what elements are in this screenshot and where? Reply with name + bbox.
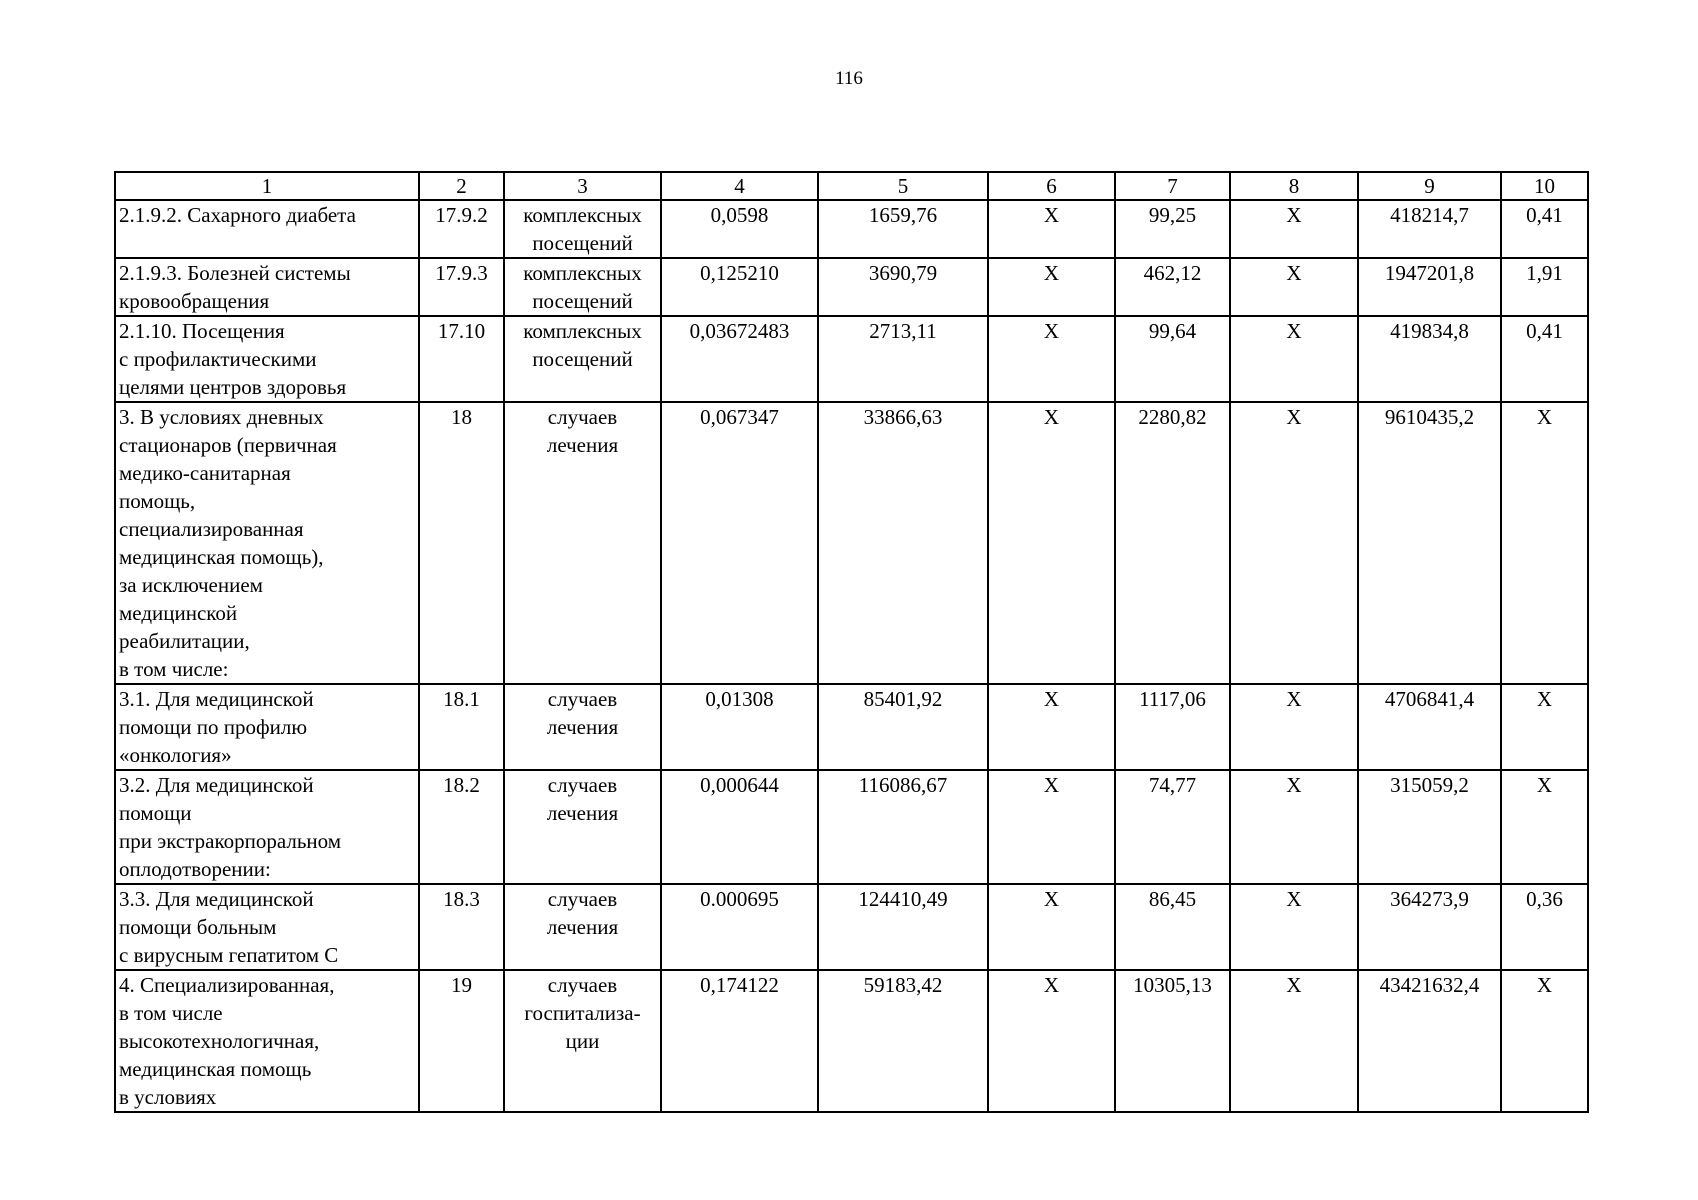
table-cell: X bbox=[988, 884, 1115, 970]
table-cell: случаев лечения bbox=[504, 770, 661, 884]
table-cell: 2.1.10. Посещения с профилактическими целями центров здоровья bbox=[115, 316, 419, 402]
table-cell: X bbox=[988, 770, 1115, 884]
table-row bbox=[115, 316, 1588, 402]
table-cell: случаев госпитализа- ции bbox=[504, 970, 661, 1112]
table-cell: случаев лечения bbox=[504, 402, 661, 684]
table-cell: 0,36 bbox=[1501, 884, 1588, 970]
table-cell: 17.9.2 bbox=[419, 200, 504, 258]
table-cell: X bbox=[1230, 884, 1358, 970]
table-cell: 3690,79 bbox=[818, 258, 988, 316]
table-cell: 74,77 bbox=[1115, 770, 1230, 884]
column-header: 2 bbox=[419, 172, 504, 200]
table-cell: 85401,92 bbox=[818, 684, 988, 770]
table-cell: 0,41 bbox=[1501, 200, 1588, 258]
column-header: 6 bbox=[988, 172, 1115, 200]
table-cell: комплексных посещений bbox=[504, 258, 661, 316]
table-cell: 2713,11 bbox=[818, 316, 988, 402]
table-cell: X bbox=[1230, 258, 1358, 316]
table-cell: 418214,7 bbox=[1358, 200, 1501, 258]
table-cell: 0,125210 bbox=[661, 258, 818, 316]
table-cell: 462,12 bbox=[1115, 258, 1230, 316]
table-cell: 1947201,8 bbox=[1358, 258, 1501, 316]
table-cell: 1,91 bbox=[1501, 258, 1588, 316]
table-cell: X bbox=[1230, 200, 1358, 258]
table-cell: 3.1. Для медицинской помощи по профилю «онкология» bbox=[115, 684, 419, 770]
table-cell: 18.1 bbox=[419, 684, 504, 770]
table-cell: 0,174122 bbox=[661, 970, 818, 1112]
table-row bbox=[115, 684, 1588, 770]
table-cell: 2.1.9.2. Сахарного диабета bbox=[115, 200, 419, 258]
table-cell: 0,03672483 bbox=[661, 316, 818, 402]
table-cell: 0,41 bbox=[1501, 316, 1588, 402]
table-cell: X bbox=[1230, 402, 1358, 684]
table-cell: 99,25 bbox=[1115, 200, 1230, 258]
table-cell: 4706841,4 bbox=[1358, 684, 1501, 770]
table-cell: X bbox=[988, 316, 1115, 402]
table-cell: 0,000644 bbox=[661, 770, 818, 884]
table-cell: 10305,13 bbox=[1115, 970, 1230, 1112]
table-cell: X bbox=[988, 200, 1115, 258]
column-header: 3 bbox=[504, 172, 661, 200]
column-header: 1 bbox=[115, 172, 419, 200]
table-cell: 9610435,2 bbox=[1358, 402, 1501, 684]
table-row bbox=[115, 258, 1588, 316]
table-cell: X bbox=[988, 402, 1115, 684]
table-cell: 18 bbox=[419, 402, 504, 684]
page-number: 116 bbox=[835, 68, 863, 89]
data-table bbox=[114, 171, 1589, 1113]
table-cell: 86,45 bbox=[1115, 884, 1230, 970]
table-cell: X bbox=[988, 970, 1115, 1112]
table-cell: комплексных посещений bbox=[504, 200, 661, 258]
table-cell: 3.3. Для медицинской помощи больным с вирусным гепатитом С bbox=[115, 884, 419, 970]
column-header: 10 bbox=[1501, 172, 1588, 200]
table-row bbox=[115, 970, 1588, 1112]
table-cell: комплексных посещений bbox=[504, 316, 661, 402]
table-cell: 364273,9 bbox=[1358, 884, 1501, 970]
table-cell: 2.1.9.3. Болезней системы кровообращения bbox=[115, 258, 419, 316]
table-row bbox=[115, 402, 1588, 684]
table-cell: 419834,8 bbox=[1358, 316, 1501, 402]
table-cell: X bbox=[1230, 316, 1358, 402]
column-header: 4 bbox=[661, 172, 818, 200]
table-cell: 0.000695 bbox=[661, 884, 818, 970]
table-cell: случаев лечения bbox=[504, 884, 661, 970]
table-cell: 2280,82 bbox=[1115, 402, 1230, 684]
table-row bbox=[115, 770, 1588, 884]
table-cell: 0,0598 bbox=[661, 200, 818, 258]
table-cell: X bbox=[1230, 684, 1358, 770]
table-cell: 116086,67 bbox=[818, 770, 988, 884]
table-cell: 99,64 bbox=[1115, 316, 1230, 402]
table-cell: 315059,2 bbox=[1358, 770, 1501, 884]
header-row bbox=[115, 172, 1588, 200]
table-cell: случаев лечения bbox=[504, 684, 661, 770]
table-cell: 18.3 bbox=[419, 884, 504, 970]
table-cell: 1117,06 bbox=[1115, 684, 1230, 770]
table-cell: 18.2 bbox=[419, 770, 504, 884]
table-cell: 4. Специализированная, в том числе высокотехнологичная, медицинская помощь в условиях bbox=[115, 970, 419, 1112]
table-cell: 17.10 bbox=[419, 316, 504, 402]
table-cell: X bbox=[1501, 402, 1588, 684]
column-header: 9 bbox=[1358, 172, 1501, 200]
table-cell: 43421632,4 bbox=[1358, 970, 1501, 1112]
table-cell: 59183,42 bbox=[818, 970, 988, 1112]
column-header: 8 bbox=[1230, 172, 1358, 200]
table-cell: 17.9.3 bbox=[419, 258, 504, 316]
table-cell: X bbox=[1230, 970, 1358, 1112]
table-cell: X bbox=[988, 258, 1115, 316]
table-cell: X bbox=[1230, 770, 1358, 884]
table-cell: 33866,63 bbox=[818, 402, 988, 684]
table-cell: 0,01308 bbox=[661, 684, 818, 770]
table-cell: 3.2. Для медицинской помощи при экстракорпоральном оплодотворении: bbox=[115, 770, 419, 884]
column-header: 5 bbox=[818, 172, 988, 200]
table-cell: X bbox=[1501, 770, 1588, 884]
column-header: 7 bbox=[1115, 172, 1230, 200]
table-row bbox=[115, 200, 1588, 258]
table-cell: X bbox=[1501, 970, 1588, 1112]
table-cell: 0,067347 bbox=[661, 402, 818, 684]
table-row bbox=[115, 884, 1588, 970]
table-cell: 3. В условиях дневных стационаров (первичная медико-санитарная помощь, специализированная медицинская помощь), за исключением медицинской реабилитации, в том числе: bbox=[115, 402, 419, 684]
table-cell: 124410,49 bbox=[818, 884, 988, 970]
table-cell: X bbox=[1501, 684, 1588, 770]
table-cell: 1659,76 bbox=[818, 200, 988, 258]
table-cell: X bbox=[988, 684, 1115, 770]
table-cell: 19 bbox=[419, 970, 504, 1112]
